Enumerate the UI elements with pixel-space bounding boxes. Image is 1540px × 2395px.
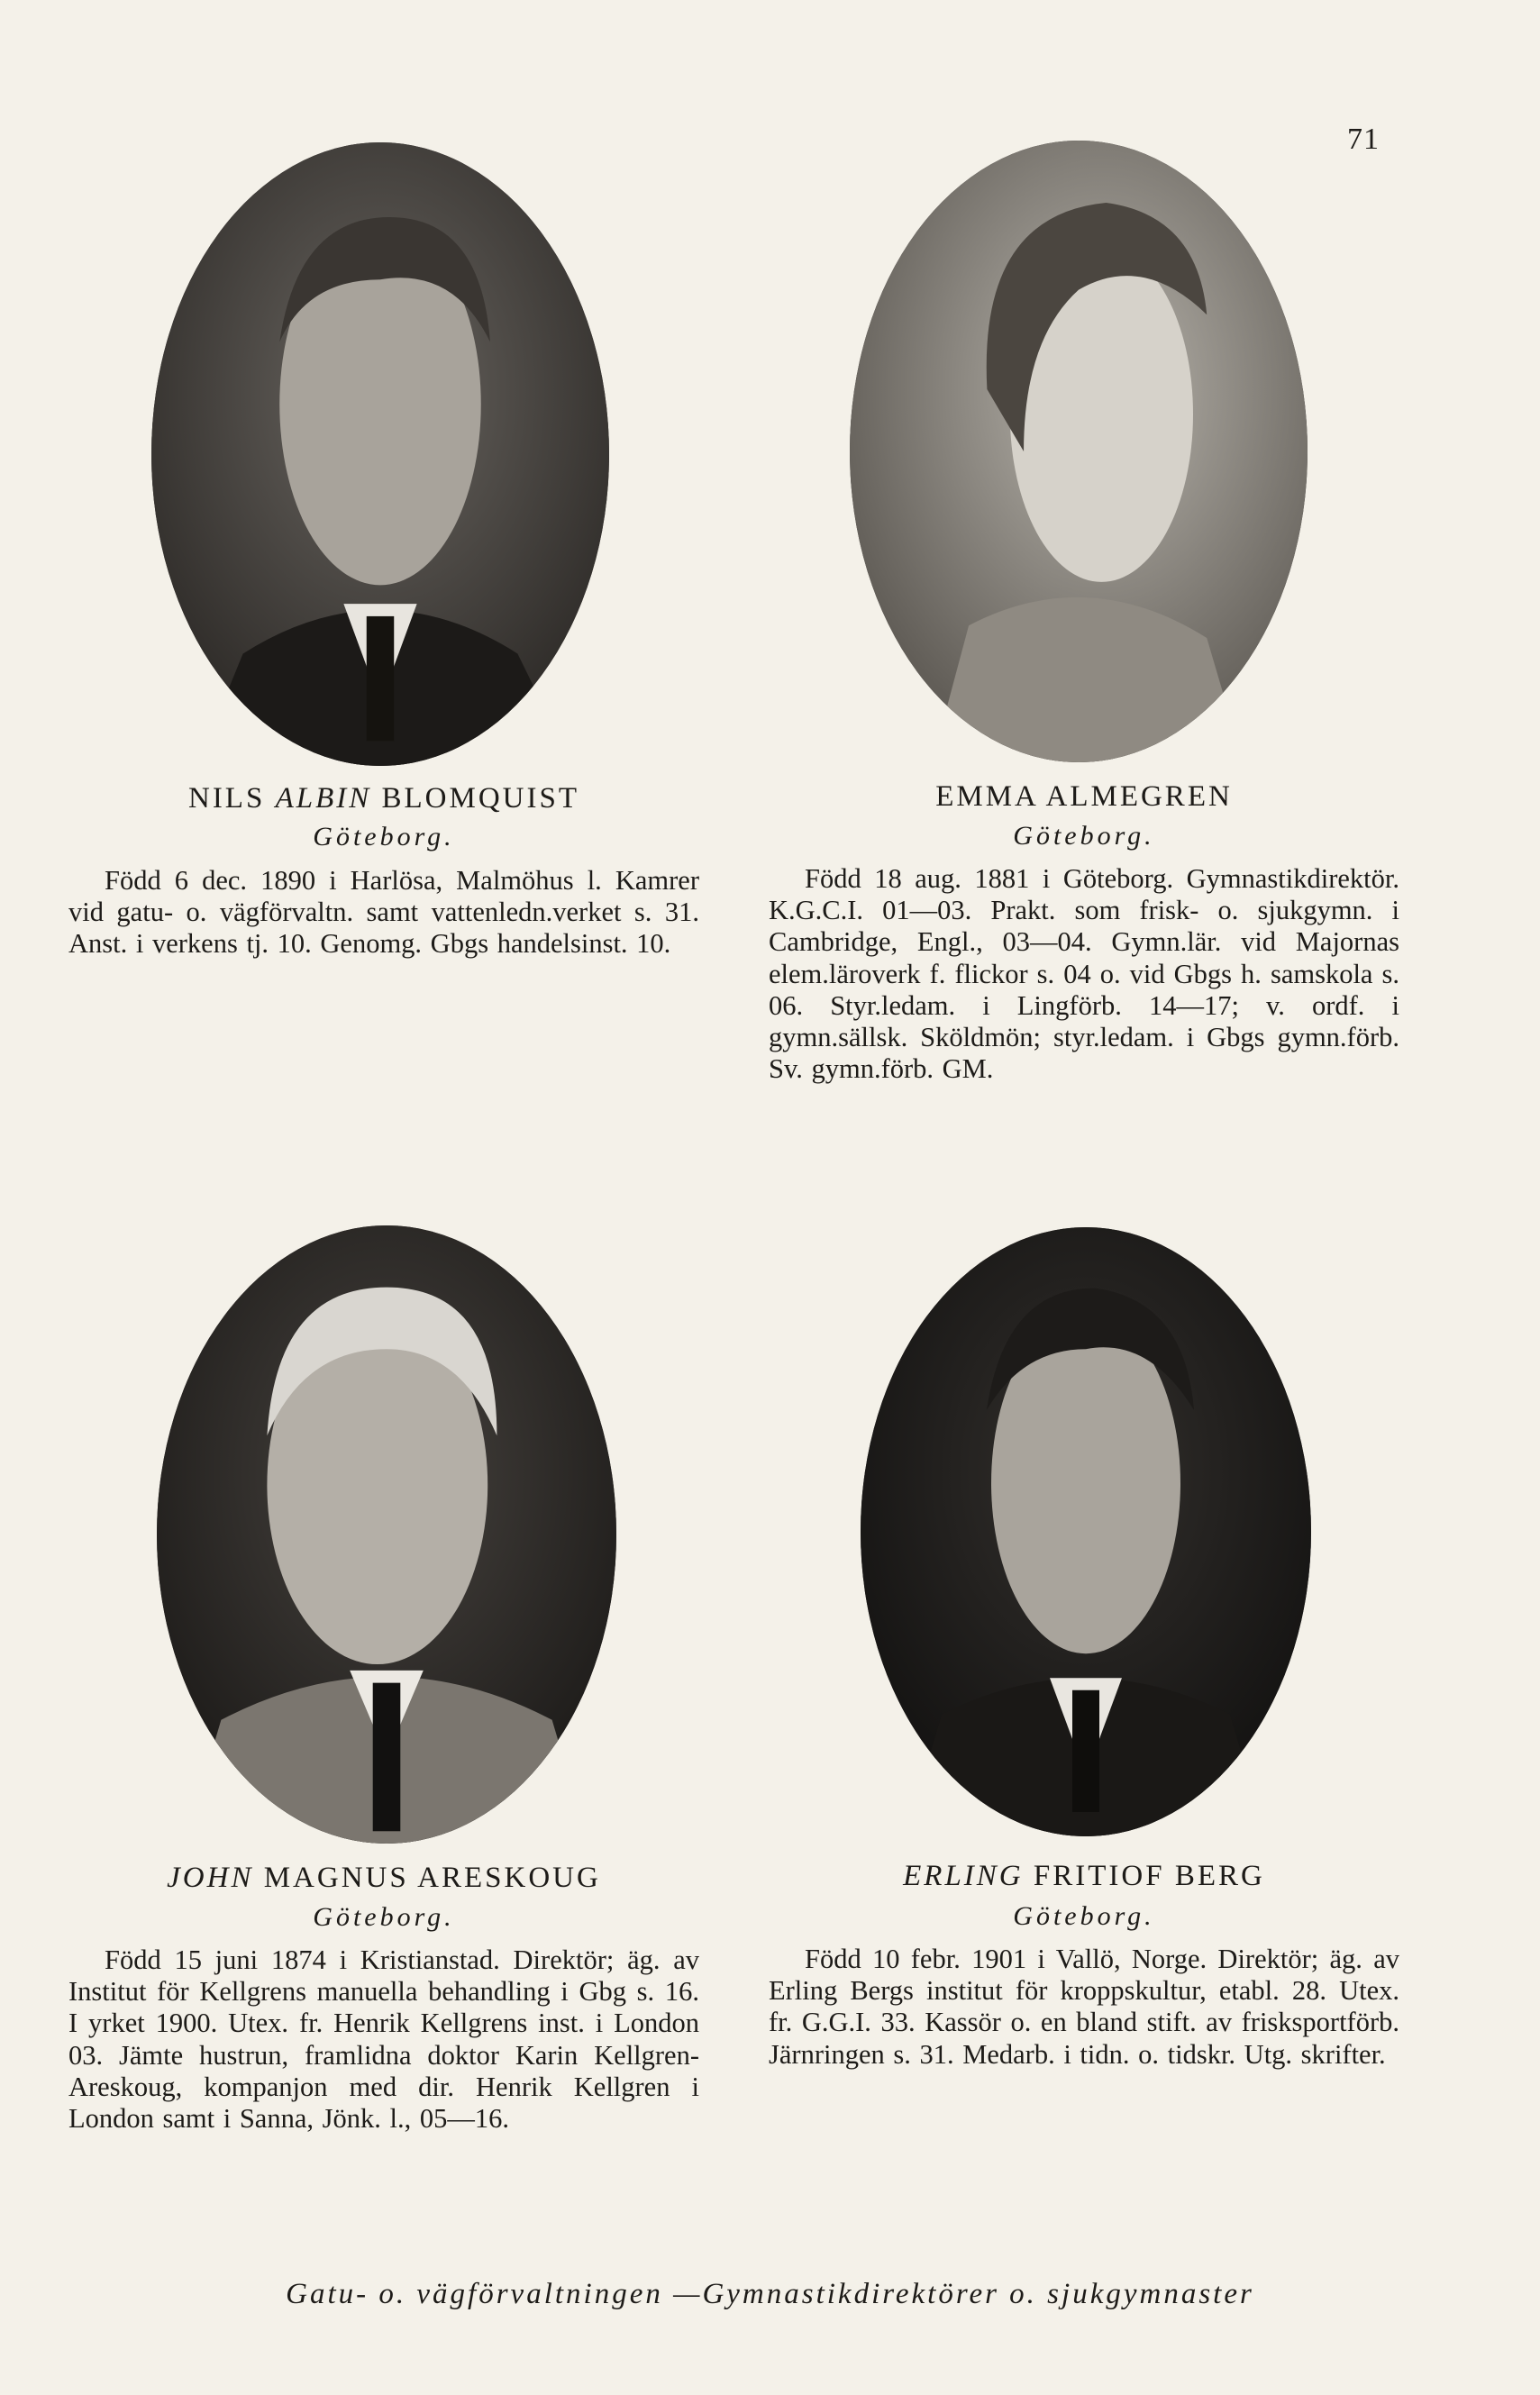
- entry-1-name: NILS ALBIN BLOMQUIST: [187, 782, 580, 815]
- entry-4-name-italic: ERLING: [903, 1860, 1024, 1892]
- entry-4-city: Göteborg.: [1013, 1901, 1155, 1931]
- entry-2-city: Göteborg.: [1013, 821, 1155, 851]
- page-footer: Gatu- o. vägförvaltningen —Gymnastikdirektörer o. sjukgymnaster: [286, 2278, 1254, 2310]
- entry-2-name: EMMA ALMEGREN: [935, 780, 1233, 813]
- portrait-blomquist: [151, 142, 609, 766]
- page-number: 71: [1347, 123, 1380, 156]
- portrait-areskoug: [157, 1225, 616, 1844]
- entry-3-name-italic: JOHN: [167, 1862, 254, 1894]
- entry-3-city: Göteborg.: [313, 1902, 455, 1932]
- entry-3-bio: Född 15 juni 1874 i Kristianstad. Direktör; äg. av Institut för Kellgrens manuella behandling i Gbg s. 16. I yrket 1900. Utex. fr. Henrik Kellgrens inst. i London 03. Jämte hustrun, framlidna doktor Karin Kellgren-Areskoug, kompanjon med dir. Henrik Kellgren i London samt i Sanna, Jönk. l., 05—16.: [68, 1944, 699, 2135]
- portrait-berg: [861, 1227, 1311, 1836]
- entry-3-name: JOHN MAGNUS ARESKOUG: [167, 1862, 601, 1894]
- entry-1-name-italic: ALBIN: [275, 782, 372, 815]
- entry-1-bio: Född 6 dec. 1890 i Harlösa, Malmöhus l. Kamrer vid gatu- o. vägförvaltn. samt vattenledn.verket s. 31. Anst. i verkens tj. 10. Genomg. Gbgs handelsinst. 10.: [68, 865, 699, 960]
- entry-1-city: Göteborg.: [313, 822, 455, 851]
- entry-4-name: ERLING FRITIOF BERG: [903, 1860, 1265, 1892]
- entry-2-bio: Född 18 aug. 1881 i Göteborg. Gymnastikdirektör. K.G.C.I. 01—03. Prakt. som frisk- o. sjukgymn. i Cambridge, Engl., 03—04. Gymn.lär. vid Majornas elem.läroverk f. flickor s. 04 o. vid Gbgs h. samskola s. 06. Styr.ledam. i Lingförb. 14—17; v. ordf. i gymn.sällsk. Sköldmön; styr.ledam. i Gbgs gymn.förb. Sv. gymn.förb. GM.: [769, 863, 1399, 1085]
- entry-4-bio: Född 10 febr. 1901 i Vallö, Norge. Direktör; äg. av Erling Bergs institut för kroppskultur, etabl. 28. Utex. fr. G.G.I. 33. Kassör o. en bland stift. av frisksportförb. Järnringen s. 31. Medarb. i tidn. o. tidskr. Utg. skrifter.: [769, 1944, 1399, 2070]
- portrait-almegren: [850, 141, 1308, 762]
